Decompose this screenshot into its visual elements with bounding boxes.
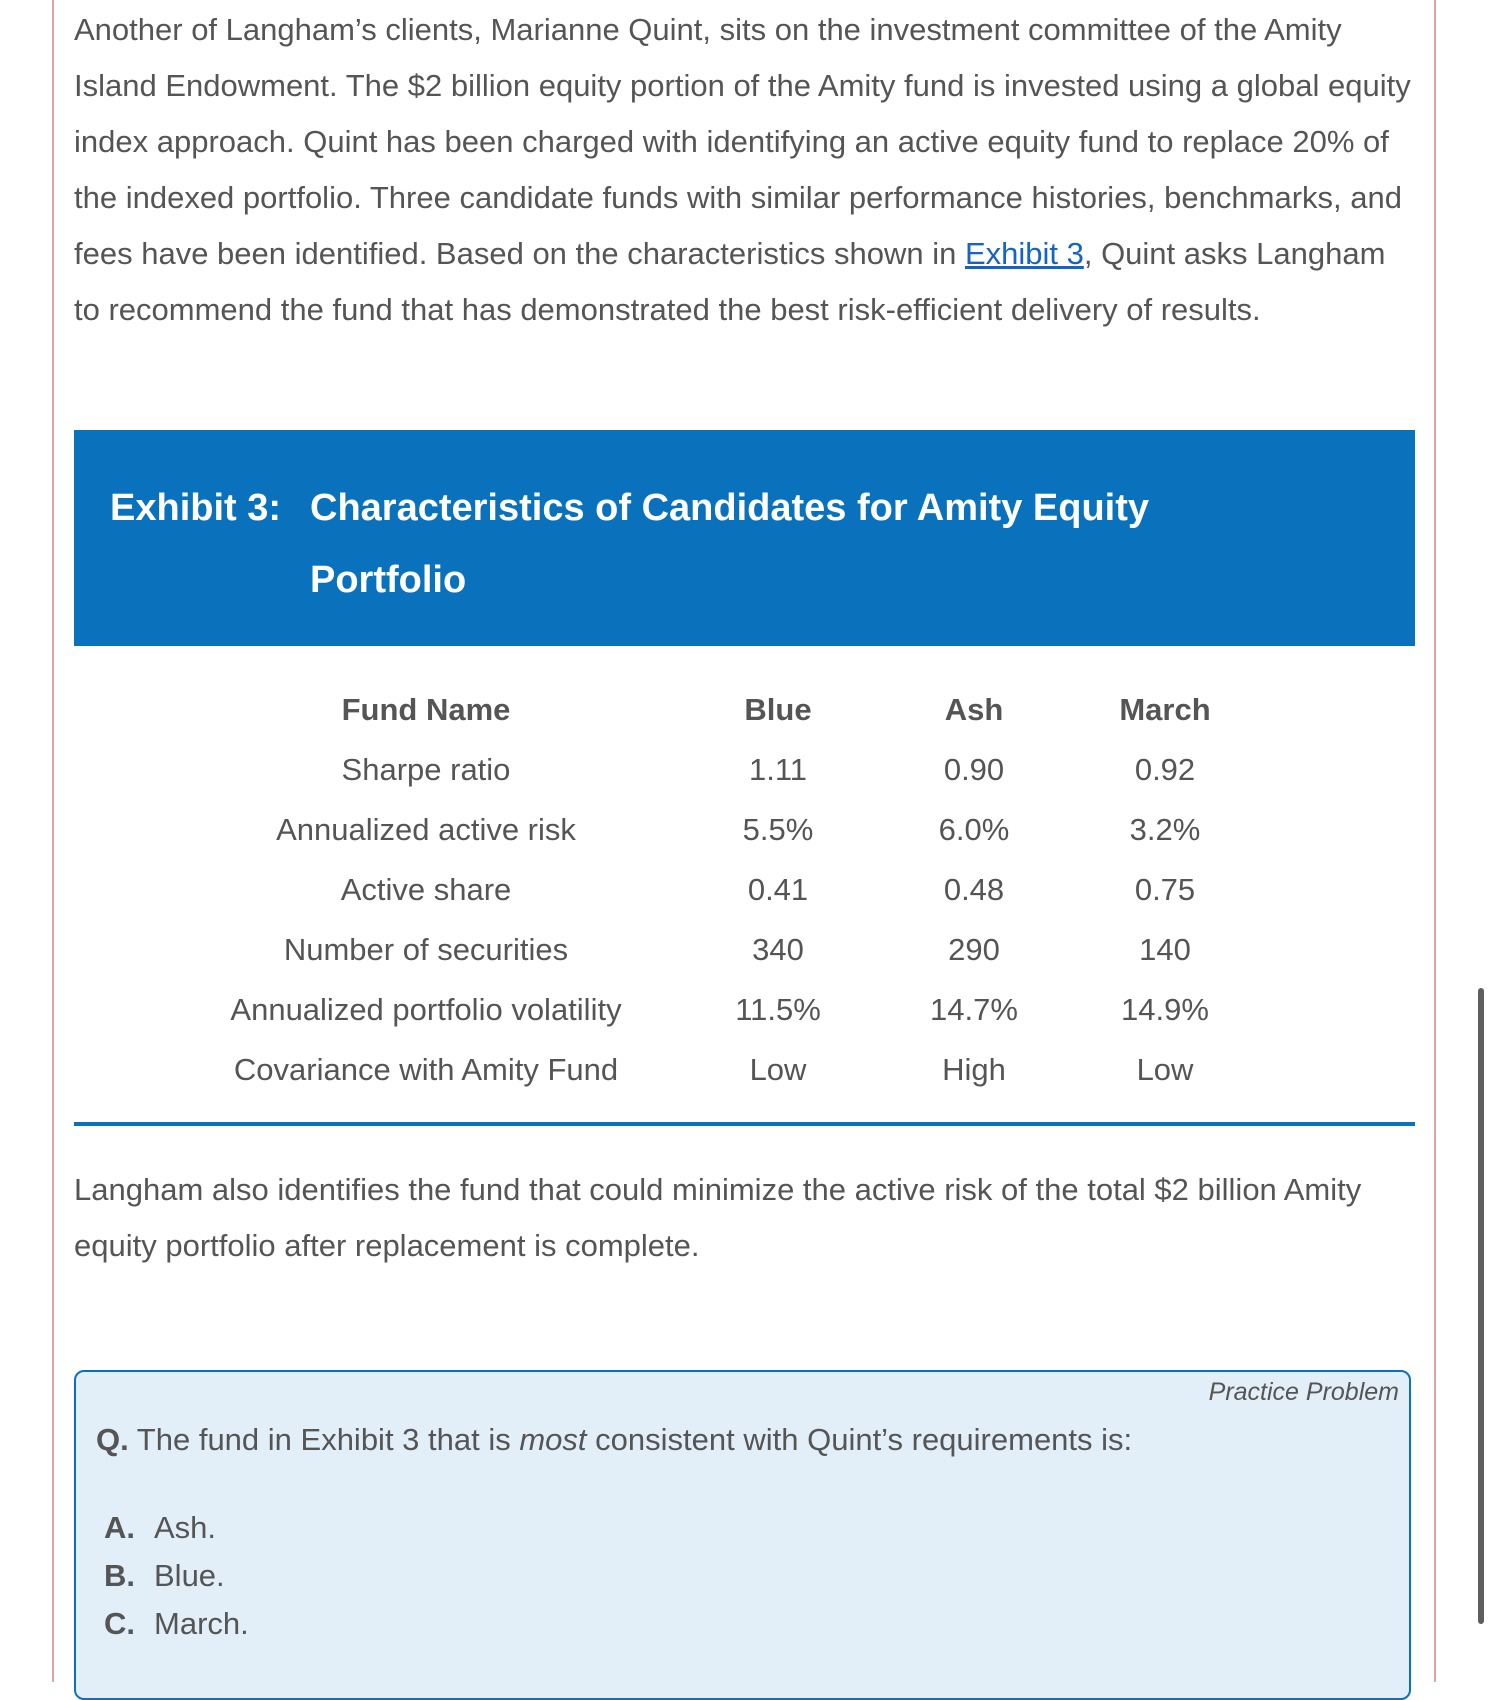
table-cell: 0.41 bbox=[747, 872, 809, 907]
exhibit-3-link[interactable]: Exhibit 3 bbox=[964, 236, 1084, 271]
exhibit-header bbox=[74, 430, 1415, 646]
answer-options bbox=[104, 1504, 249, 1648]
row-label: Sharpe ratio bbox=[341, 752, 511, 787]
row-label: Number of securities bbox=[283, 932, 569, 967]
table-cell: 0.90 bbox=[943, 752, 1005, 787]
question-emphasis: most bbox=[519, 1422, 587, 1457]
answer-option-c[interactable] bbox=[104, 1600, 249, 1648]
table-cell: 140 bbox=[1139, 932, 1191, 967]
question-stem-start: The fund in Exhibit 3 that is bbox=[136, 1422, 520, 1457]
intro-text-start: Another of Langham’s clients, Marianne Quint, sits on the investment committee of the Amity Island Endowment. The $2 billion equity portion of the Amity fund is invested using a global equity index approach. Quint has been charged with identifying an active equity fund to replace 20% of the indexed portfolio. Three candidate funds with similar performance histories, benchmarks, and fees have been identified. Based on the characteristics shown in bbox=[74, 12, 1411, 271]
exhibit-label: Exhibit 3: bbox=[110, 487, 282, 529]
intro-paragraph bbox=[74, 2, 1415, 338]
question-stem-end: consistent with Quint’s requirements is: bbox=[586, 1422, 1133, 1457]
intro-text-end: , Quint asks Langham to recommend the fund that has demonstrated the best risk-efficient delivery of results. bbox=[74, 236, 1386, 327]
right-border bbox=[1434, 0, 1436, 1682]
option-text: Blue. bbox=[154, 1558, 225, 1593]
row-label: Annualized active risk bbox=[276, 812, 576, 847]
exhibit-title: Characteristics of Candidates for Amity Equity Portfolio bbox=[310, 487, 1150, 601]
question-label: Q. bbox=[96, 1422, 129, 1457]
practice-problem-tag: Practice Problem bbox=[1208, 1378, 1399, 1406]
column-header: Fund Name bbox=[341, 692, 511, 727]
table-cell: 340 bbox=[752, 932, 804, 967]
option-letter: C. bbox=[104, 1606, 135, 1641]
table-cell: 0.48 bbox=[943, 872, 1005, 907]
question-text bbox=[96, 1420, 1132, 1460]
option-text: March. bbox=[154, 1606, 249, 1641]
table-row bbox=[224, 800, 1310, 860]
table-row bbox=[224, 980, 1310, 1040]
left-border bbox=[52, 0, 54, 1682]
column-header: Blue bbox=[744, 692, 812, 727]
followup-paragraph: Langham also identifies the fund that could minimize the active risk of the total $2 billion Amity equity portfolio after replacement is complete. bbox=[74, 1172, 1362, 1263]
option-text: Ash. bbox=[154, 1510, 217, 1545]
table-cell: 0.92 bbox=[1134, 752, 1196, 787]
table-cell: 0.75 bbox=[1134, 872, 1196, 907]
table-cell: 14.9% bbox=[1121, 992, 1209, 1027]
row-label: Active share bbox=[340, 872, 512, 907]
scrollbar-thumb[interactable] bbox=[1478, 988, 1484, 1624]
table-cell: 11.5% bbox=[735, 992, 821, 1027]
table-cell: High bbox=[942, 1052, 1006, 1087]
answer-option-b[interactable] bbox=[104, 1552, 249, 1600]
column-header: Ash bbox=[944, 692, 1004, 727]
table-cell: 6.0% bbox=[938, 812, 1010, 847]
table-cell: 1.11 bbox=[748, 752, 808, 787]
table-header-row bbox=[224, 680, 1310, 740]
exhibit-table bbox=[224, 680, 1310, 1100]
table-row bbox=[224, 920, 1310, 980]
table-cell: Low bbox=[749, 1052, 807, 1087]
answer-option-a[interactable] bbox=[104, 1504, 249, 1552]
table-row bbox=[224, 1040, 1310, 1100]
column-header: March bbox=[1119, 692, 1211, 727]
option-letter: A. bbox=[104, 1510, 135, 1545]
option-letter: B. bbox=[104, 1558, 135, 1593]
table-row bbox=[224, 860, 1310, 920]
table-cell: 5.5% bbox=[742, 812, 814, 847]
table-cell: 290 bbox=[948, 932, 1000, 967]
row-label: Annualized portfolio volatility bbox=[230, 992, 622, 1027]
practice-problem-box bbox=[74, 1370, 1411, 1700]
table-row bbox=[224, 740, 1310, 800]
exhibit-bottom-rule bbox=[74, 1122, 1415, 1126]
table-cell: Low bbox=[1136, 1052, 1194, 1087]
row-label: Covariance with Amity Fund bbox=[233, 1052, 619, 1087]
table-cell: 14.7% bbox=[930, 992, 1018, 1027]
table-cell: 3.2% bbox=[1129, 812, 1201, 847]
